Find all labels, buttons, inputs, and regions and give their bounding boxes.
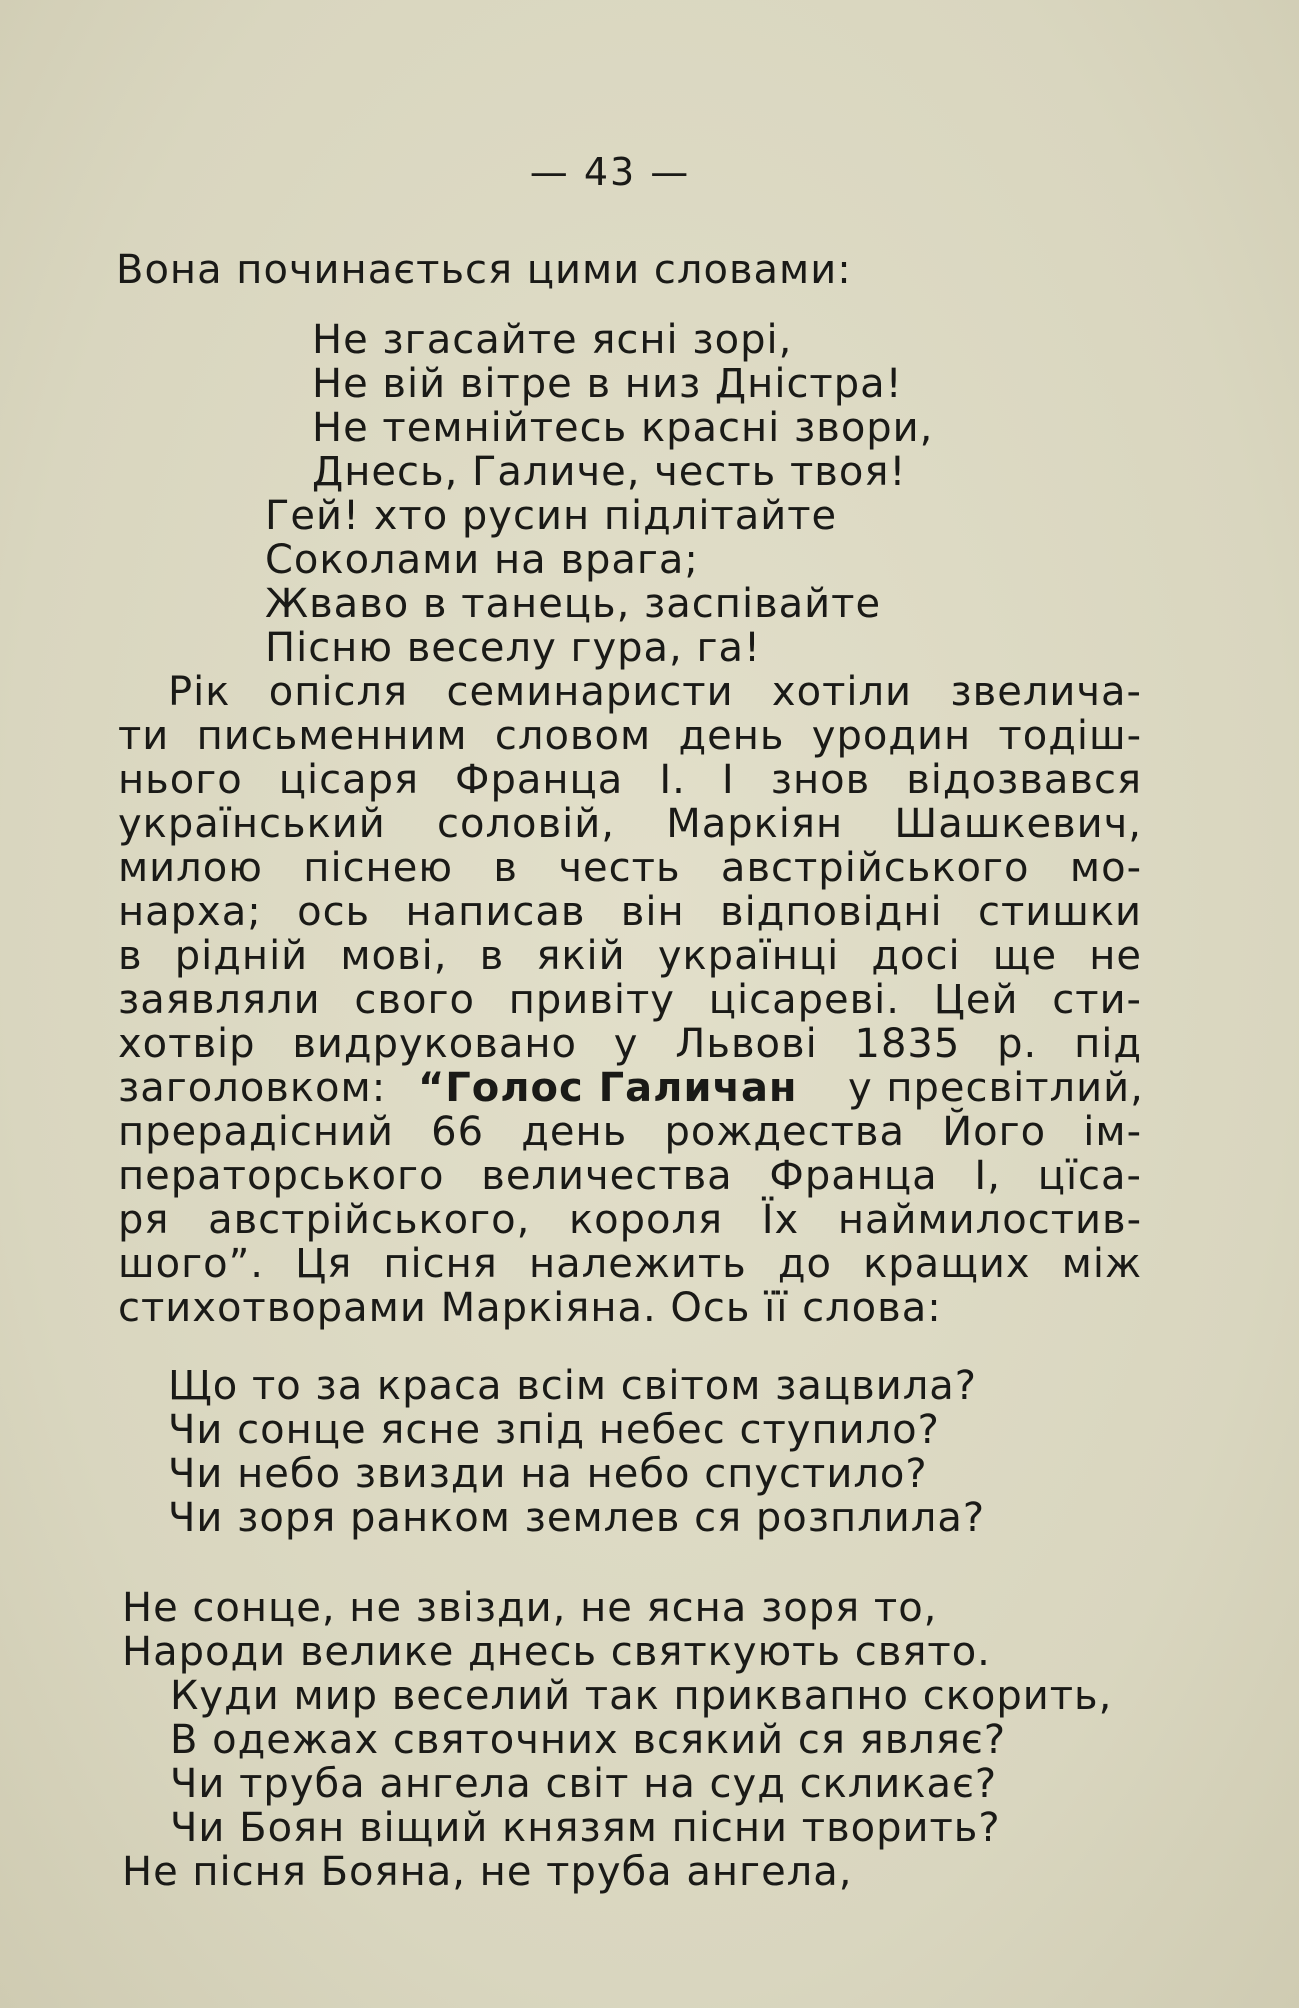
poem1-line: Жваво в танець, заспівайте: [265, 581, 882, 627]
poem2-line: В одежах святочних всякий ся являє?: [170, 1717, 1007, 1763]
page-number: — 43 —: [529, 150, 691, 194]
intro-line: Вона починається цими словами:: [116, 247, 852, 293]
paragraph-line: ти письменним словом день уродин тодіш-: [118, 713, 1142, 759]
poem1-line: Соколами на врага;: [265, 537, 699, 583]
paragraph-line: нього цісаря Франца I. I знов відозвався: [118, 757, 1142, 803]
paragraph-line: нарха; ось написав він відповідні стишки: [118, 889, 1142, 935]
poem1-line: Гей! хто русин підлітайте: [265, 493, 838, 539]
poem1-line: Не темнійтесь красні звори,: [312, 405, 934, 451]
paragraph-line: заголовком:: [118, 1065, 387, 1111]
poem2-line: Не сонце, не звізди, не ясна зоря то,: [122, 1585, 938, 1631]
paragraph-line: Рік опісля семинаристи хотіли звелича-: [168, 669, 1142, 715]
poem2-line: Чи Боян віщий князям пісни творить?: [170, 1805, 1001, 1851]
poem1-line: Не згасайте ясні зорі,: [312, 317, 793, 363]
paragraph-line: шого”. Ця пісня належить до кращих між: [118, 1241, 1142, 1287]
paragraph-line: в рідній мові, в якій українці досі ще не: [118, 933, 1142, 979]
paragraph-line: прерадісний 66 день рождества Його ім-: [118, 1109, 1142, 1155]
poem1-line: Пісню веселу гура, га!: [265, 625, 762, 671]
paragraph-line: у пресвітлий,: [848, 1065, 1144, 1111]
poem2-line: Чи сонце ясне зпід небес ступило?: [168, 1407, 940, 1453]
poem1-line: Днесь, Галиче, честь твоя!: [312, 449, 907, 495]
paragraph-line: ря австрійського, короля Їх наймилостив-: [118, 1197, 1142, 1243]
poem2-line: Що то за краса всім світом зацвила?: [168, 1363, 978, 1409]
poem2-line: Народи велике днесь святкують свято.: [122, 1629, 991, 1675]
poem2-line: Куди мир веселий так приквапно скорить,: [170, 1673, 1113, 1719]
title-quote: “Голос Галичан: [418, 1065, 798, 1111]
paragraph-line: український соловій, Маркіян Шашкевич,: [118, 801, 1142, 847]
paragraph-line: ператорського величества Франца I, цїса-: [118, 1153, 1142, 1199]
poem2-line: Чи небо звизди на небо спустило?: [168, 1451, 928, 1497]
poem2-line: Не пісня Бояна, не труба ангела,: [122, 1849, 853, 1895]
paragraph-line: заявляли свого привіту цісареві. Цей сти-: [118, 977, 1142, 1023]
paragraph-line: милою піснею в честь австрійського мо-: [118, 845, 1142, 891]
paragraph-line: хотвір видруковано у Львові 1835 р. під: [118, 1021, 1142, 1067]
poem1-line: Не вій вітре в низ Дністра!: [312, 361, 903, 407]
poem2-line: Чи труба ангела світ на суд скликає?: [170, 1761, 998, 1807]
paragraph-line: стихотворами Маркіяна. Ось її слова:: [118, 1285, 942, 1331]
poem2-line: Чи зоря ранком землев ся розплила?: [168, 1495, 986, 1541]
